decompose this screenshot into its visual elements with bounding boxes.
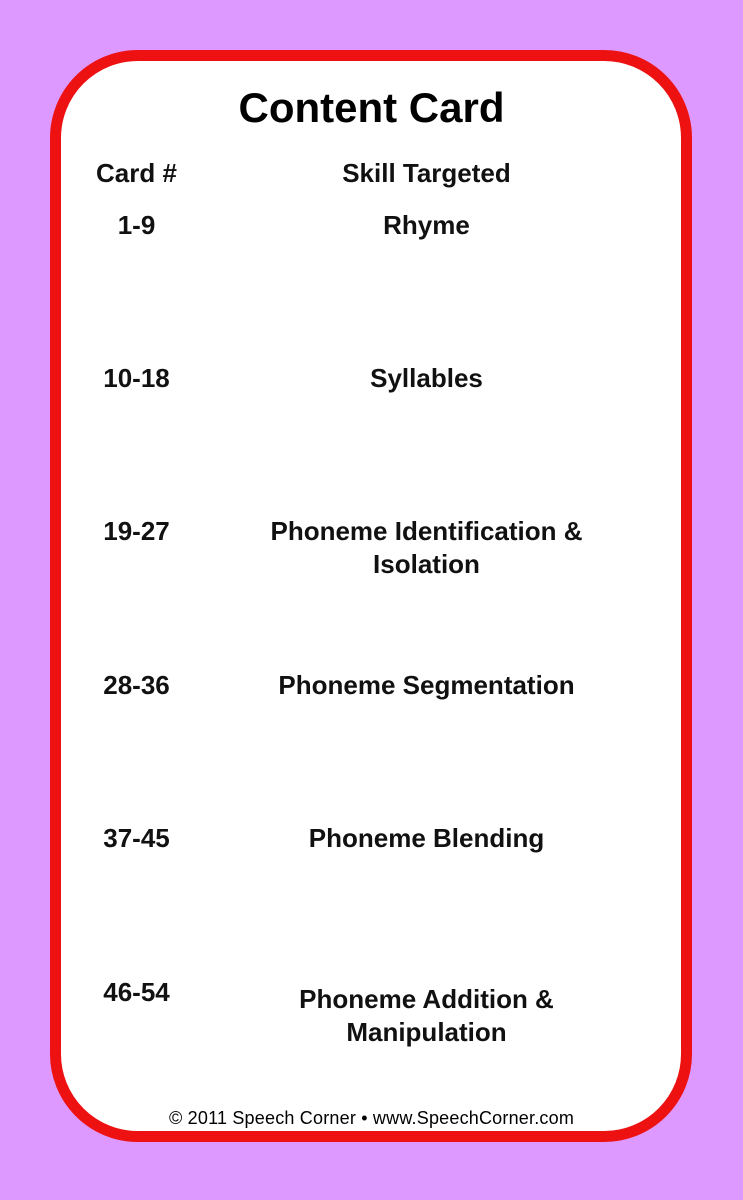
- row-skill-line1: Phoneme Addition &: [299, 984, 554, 1014]
- row-skill: Rhyme: [383, 210, 470, 240]
- row-range: 1-9: [117, 210, 156, 240]
- row-range: 19-27: [103, 516, 170, 546]
- card-title: Content Card: [238, 84, 505, 131]
- header-skill-targeted: Skill Targeted: [342, 158, 511, 188]
- row-skill: Phoneme Blending: [308, 823, 545, 853]
- row-skill: Syllables: [370, 363, 483, 393]
- row-skill-line2: Manipulation: [346, 1017, 507, 1047]
- row-skill: Phoneme Segmentation: [278, 670, 575, 700]
- row-range: 37-45: [103, 823, 170, 853]
- header-card-number: Card #: [96, 158, 177, 188]
- row-range: 28-36: [103, 670, 170, 700]
- row-range: 10-18: [103, 363, 170, 393]
- row-skill-line1: Phoneme Identification &: [270, 516, 583, 546]
- row-skill-line2: Isolation: [373, 549, 480, 579]
- copyright-footer: © 2011 Speech Corner • www.SpeechCorner.com: [168, 1108, 575, 1128]
- row-range: 46-54: [103, 977, 170, 1007]
